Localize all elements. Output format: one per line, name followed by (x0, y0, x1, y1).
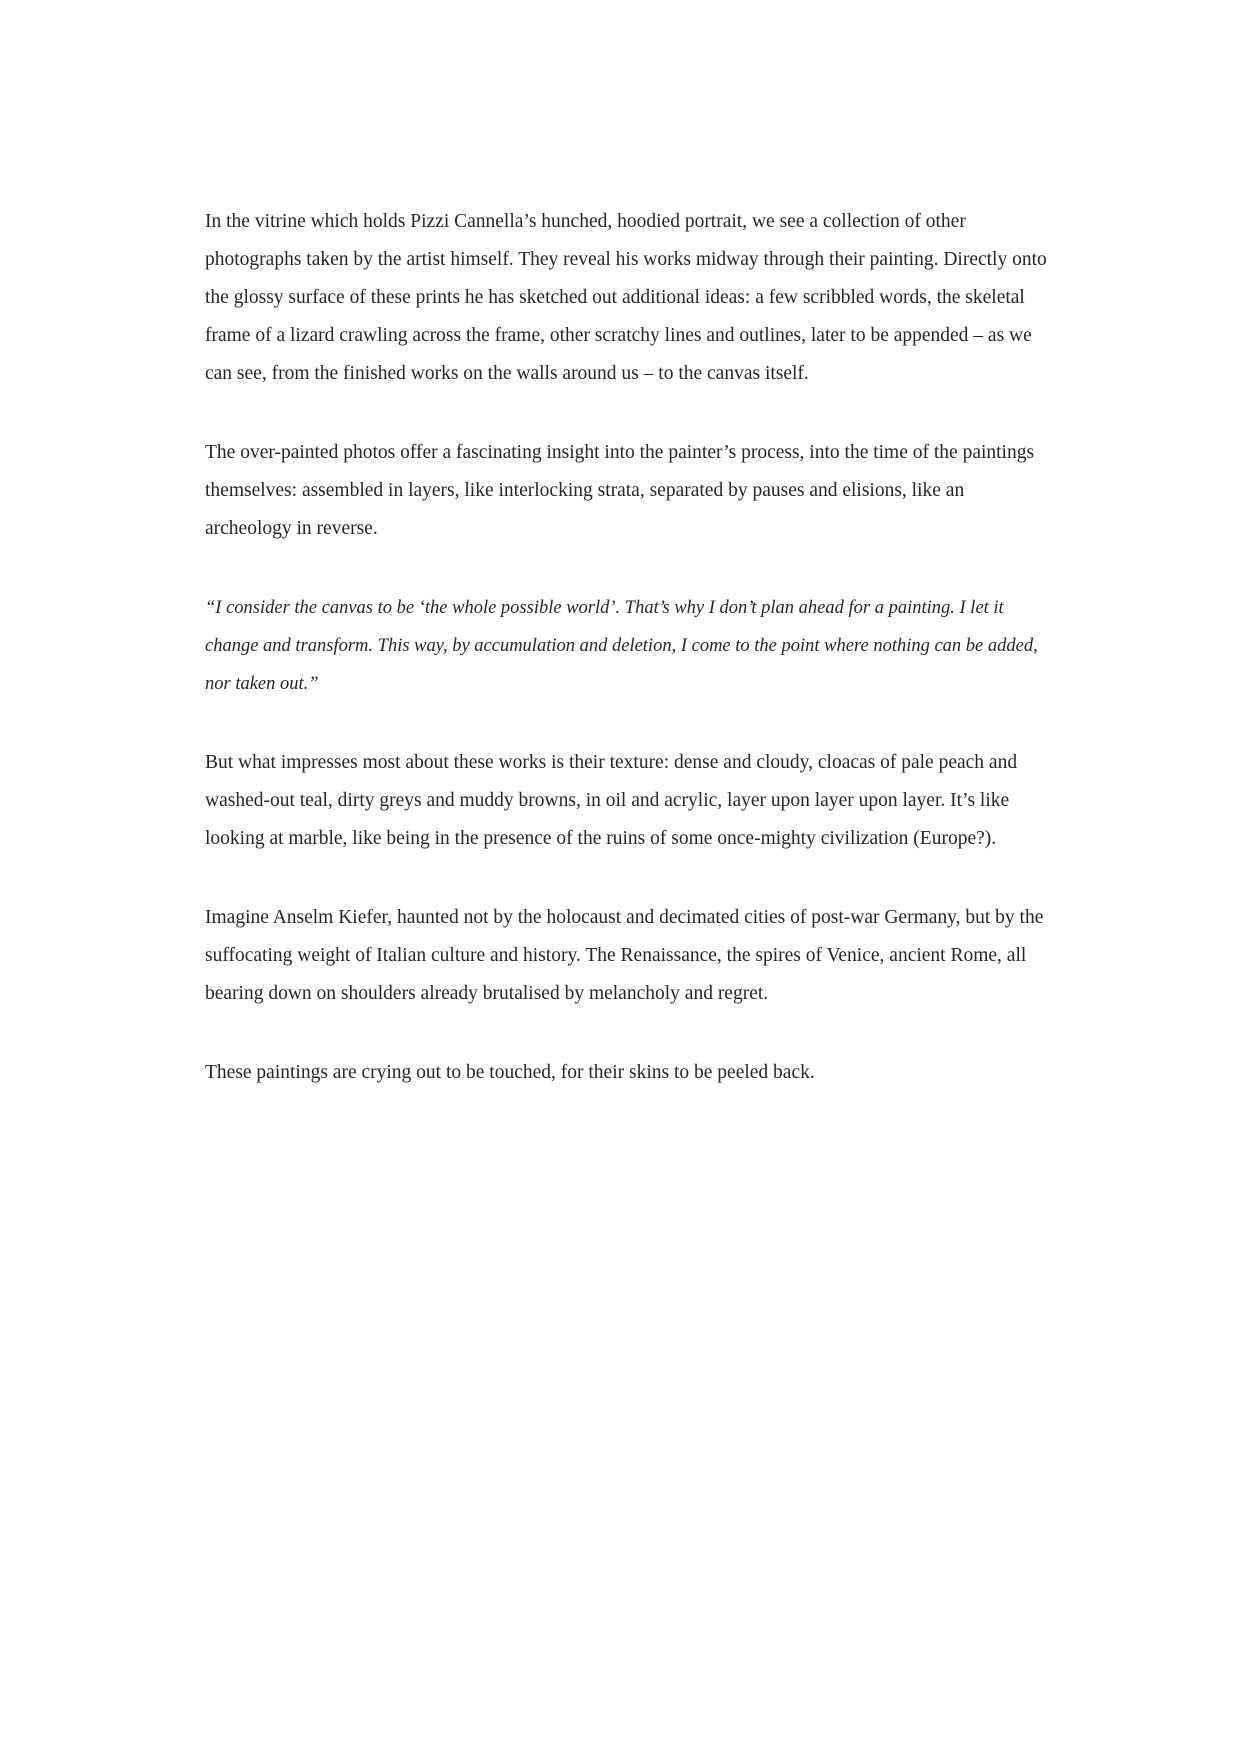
artist-quote: “I consider the canvas to be ‘the whole possible world’. That’s why I don’t plan ahead for a painting. I let it change and transform. This way, by accumulation and deletion, I come to the point where nothing can be added, nor taken out.” (205, 598, 1038, 694)
paragraph-kiefer: Imagine Anselm Kiefer, haunted not by the holocaust and decimated cities of post-war Germany, but by the suffocating weight of Italian culture and history. The Renaissance, the spires of Venice, ancient Rome, all bearing down on shoulders already brutalised by melancholy and regret. (205, 907, 1044, 1004)
paragraph-over-painted-photos: The over-painted photos offer a fascinating insight into the painter’s process, into the time of the paintings themselves: assembled in layers, like interlocking strata, separated by pauses and elisions, like an archeology in reverse. (205, 442, 1035, 539)
paragraph-texture: But what impresses most about these works is their texture: dense and cloudy, cloacas of pale peach and washed-out teal, dirty greys and muddy browns, in oil and acrylic, layer upon layer upon layer. It’s like looking at marble, like being in the presence of the ruins of some once-mighty civilization (Europe?). (205, 752, 1018, 849)
body-text (205, 203, 1055, 1133)
paragraph-closing: These paintings are crying out to be touched, for their skins to be peeled back. (205, 1062, 815, 1083)
paragraph-vitrine: In the vitrine which holds Pizzi Cannella’s hunched, hoodied portrait, we see a collection of other photographs taken by the artist himself. They reveal his works midway through their painting. Directly onto the glossy surface of these prints he has sketched out additional ideas: a few scribbled words, the skeletal frame of a lizard crawling across the frame, other scratchy lines and outlines, later to be appended – as we can see, from the finished works on the walls around us – to the canvas itself. (205, 211, 1047, 384)
